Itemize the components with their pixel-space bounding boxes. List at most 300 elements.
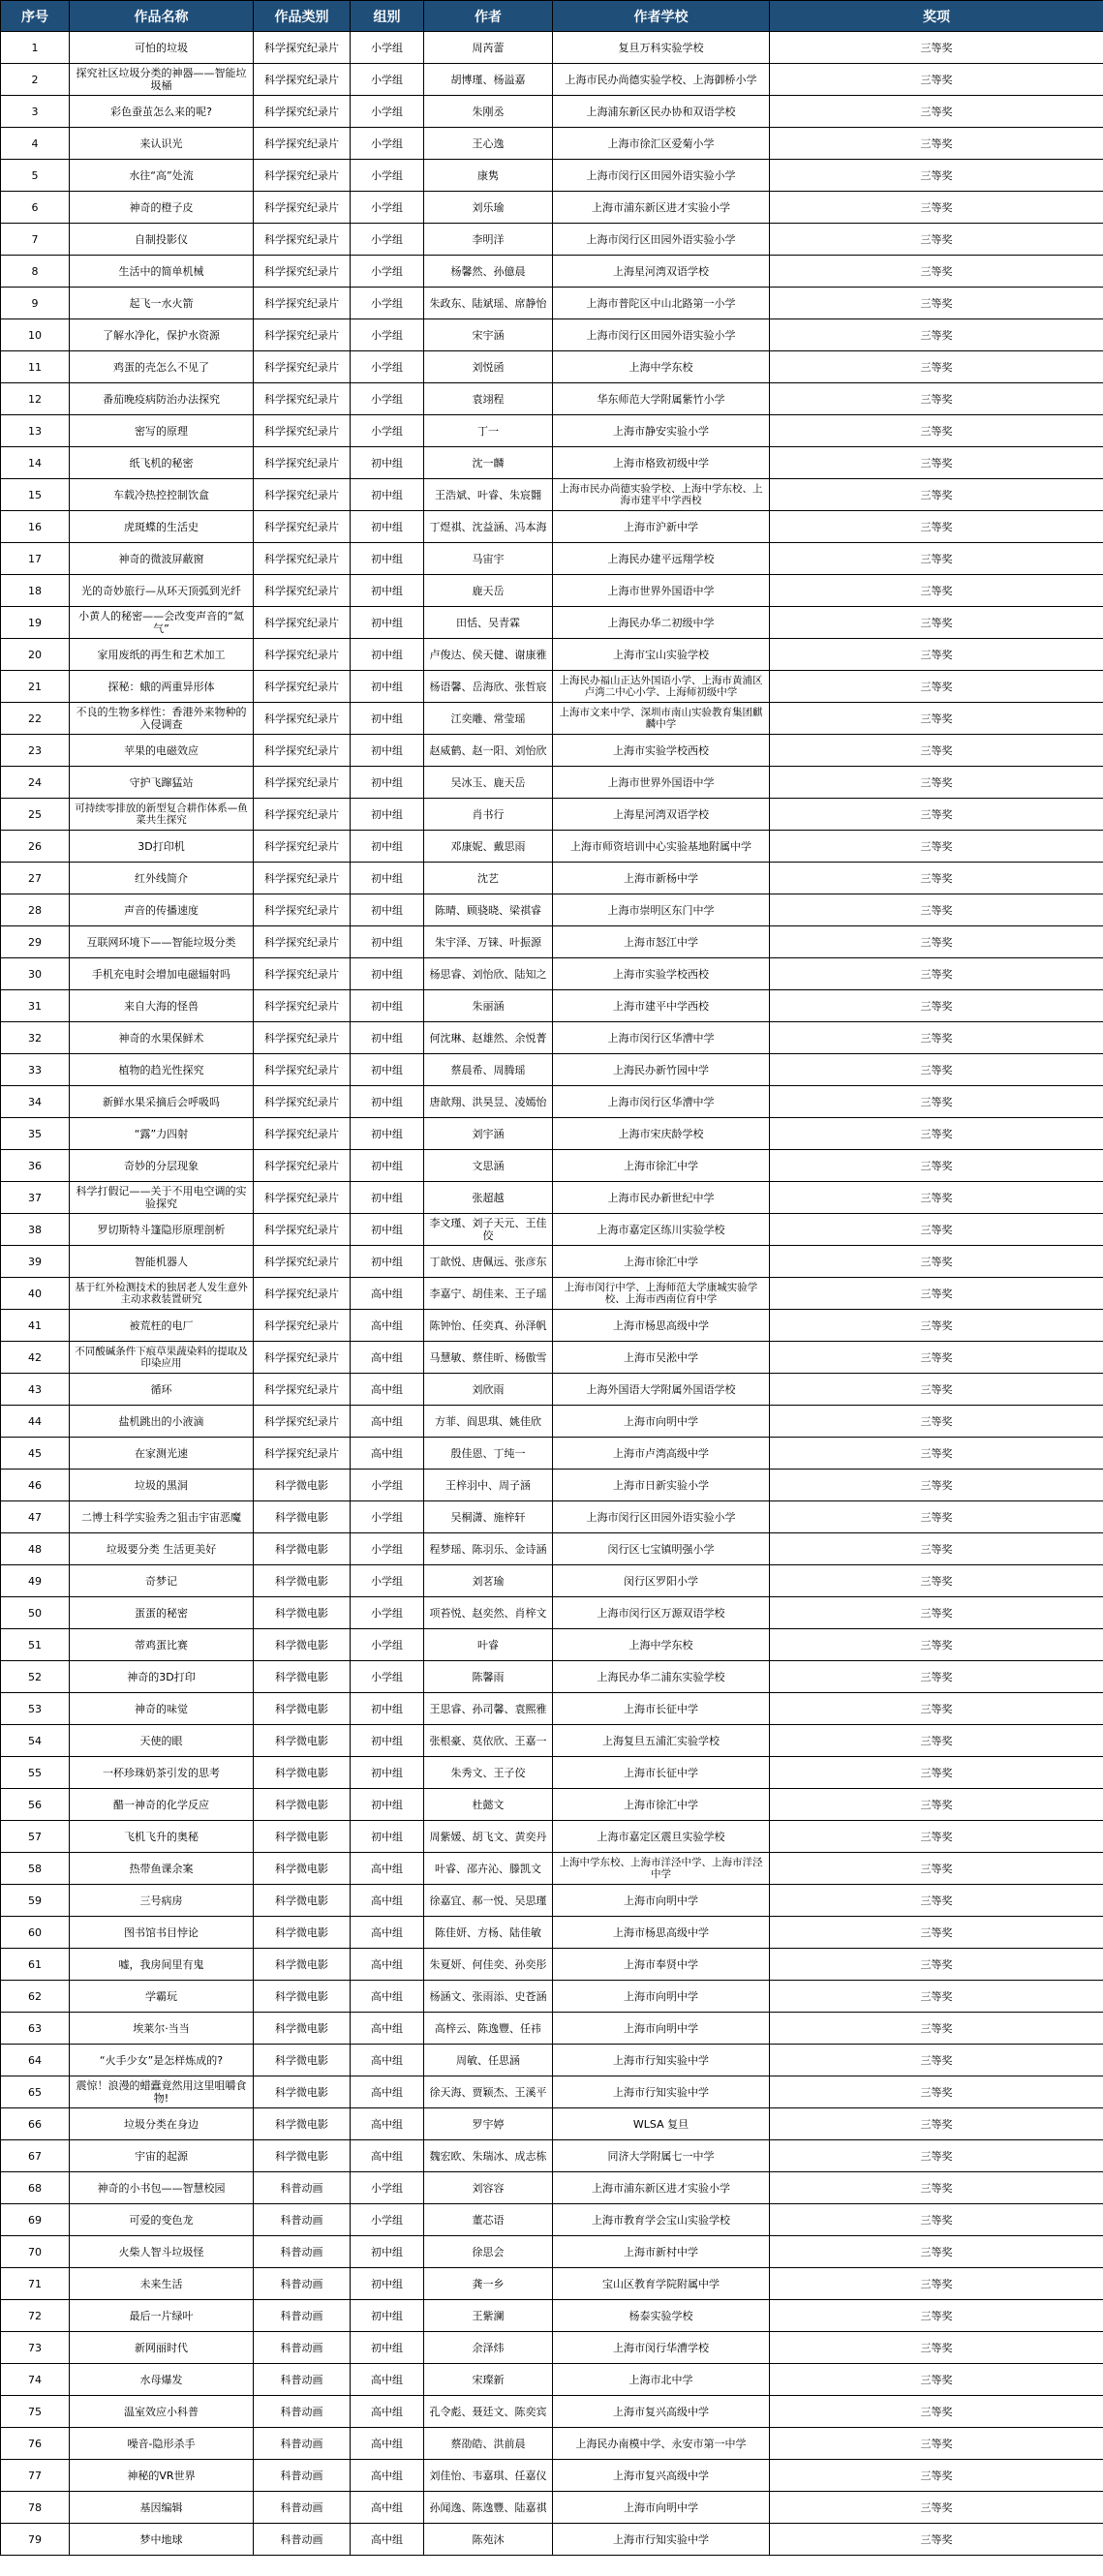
table-row — [1, 1501, 1103, 1533]
cell-school: 上海市日新实验小学 — [553, 1470, 770, 1501]
table-row — [1, 2076, 1103, 2108]
cell-category: 科学探究纪录片 — [254, 511, 351, 543]
cell-title: 飞机飞升的奥秘 — [70, 1821, 254, 1853]
cell-index: 75 — [1, 2396, 70, 2428]
cell-author: 沈艺 — [424, 863, 553, 894]
cell-group: 初中组 — [351, 575, 424, 607]
cell-index: 78 — [1, 2492, 70, 2524]
cell-school: 上海市复兴高级中学 — [553, 2460, 770, 2492]
table-row — [1, 2364, 1103, 2396]
cell-award: 三等奖 — [770, 351, 1103, 383]
cell-school: 上海市杨思高级中学 — [553, 1917, 770, 1949]
cell-award: 三等奖 — [770, 2332, 1103, 2364]
cell-author: 杨语馨、岳海欣、张哲宸 — [424, 671, 553, 703]
cell-category: 科学微电影 — [254, 1597, 351, 1629]
cell-title: 火柴人智斗垃圾怪 — [70, 2236, 254, 2268]
table-row — [1, 2460, 1103, 2492]
cell-award: 三等奖 — [770, 639, 1103, 671]
cell-category: 科学探究纪录片 — [254, 224, 351, 256]
cell-group: 初中组 — [351, 511, 424, 543]
cell-author: 周紫媛、胡飞文、黄奕丹 — [424, 1821, 553, 1853]
cell-category: 科学微电影 — [254, 1629, 351, 1661]
cell-author: 朱夏妍、何佳奕、孙奕彤 — [424, 1949, 553, 1981]
cell-school: 上海市闵行中学、上海师范大学康城实验学校、上海市西南位育中学 — [553, 1278, 770, 1310]
cell-category: 科学探究纪录片 — [254, 1182, 351, 1214]
cell-author: 徐思会 — [424, 2236, 553, 2268]
cell-school: 上海市徐汇区爱菊小学 — [553, 128, 770, 160]
cell-title: 不良的生物多样性：香港外来物种的入侵调查 — [70, 703, 254, 735]
table-row — [1, 2492, 1103, 2524]
cell-category: 科学探究纪录片 — [254, 192, 351, 224]
cell-index: 25 — [1, 799, 70, 831]
cell-index: 58 — [1, 1853, 70, 1885]
cell-group: 初中组 — [351, 639, 424, 671]
cell-group: 小学组 — [351, 2204, 424, 2236]
cell-award: 三等奖 — [770, 288, 1103, 319]
cell-index: 61 — [1, 1949, 70, 1981]
cell-school: 上海市行知实验中学 — [553, 2076, 770, 2108]
cell-award: 三等奖 — [770, 2428, 1103, 2460]
cell-group: 小学组 — [351, 415, 424, 447]
cell-group: 初中组 — [351, 2300, 424, 2332]
cell-index: 60 — [1, 1917, 70, 1949]
table-row — [1, 575, 1103, 607]
cell-award: 三等奖 — [770, 2204, 1103, 2236]
cell-category: 科学探究纪录片 — [254, 64, 351, 96]
header-school: 作者学校 — [553, 1, 770, 32]
cell-school: 上海市文来中学、深圳市南山实验教育集团麒麟中学 — [553, 703, 770, 735]
cell-group: 小学组 — [351, 1470, 424, 1501]
table-row — [1, 1054, 1103, 1086]
cell-group: 小学组 — [351, 192, 424, 224]
cell-award: 三等奖 — [770, 767, 1103, 799]
cell-category: 科学探究纪录片 — [254, 831, 351, 863]
cell-category: 科学探究纪录片 — [254, 767, 351, 799]
cell-author: 孔令彪、聂廷文、陈奕宾 — [424, 2396, 553, 2428]
cell-author: 宋璨新 — [424, 2364, 553, 2396]
table-row — [1, 1821, 1103, 1853]
cell-award: 三等奖 — [770, 2076, 1103, 2108]
cell-index: 59 — [1, 1885, 70, 1917]
cell-title: 梦中地球 — [70, 2524, 254, 2556]
cell-index: 47 — [1, 1501, 70, 1533]
cell-group: 初中组 — [351, 958, 424, 990]
cell-school: 上海市浦东新区进才实验小学 — [553, 2172, 770, 2204]
cell-award: 三等奖 — [770, 1022, 1103, 1054]
cell-title: 垃圾要分类 生活更美好 — [70, 1533, 254, 1565]
cell-award: 三等奖 — [770, 1150, 1103, 1182]
cell-category: 科学探究纪录片 — [254, 639, 351, 671]
cell-title: 探究社区垃圾分类的神器——智能垃圾桶 — [70, 64, 254, 96]
cell-author: 王思睿、孙司馨、袁熙雅 — [424, 1693, 553, 1725]
table-row — [1, 1853, 1103, 1885]
cell-award: 三等奖 — [770, 64, 1103, 96]
table-row — [1, 1342, 1103, 1374]
cell-author: 周芮蕾 — [424, 32, 553, 64]
cell-index: 55 — [1, 1757, 70, 1789]
cell-category: 科学探究纪录片 — [254, 1310, 351, 1342]
cell-group: 高中组 — [351, 1885, 424, 1917]
cell-index: 14 — [1, 447, 70, 479]
cell-school: 上海市普陀区中山北路第一小学 — [553, 288, 770, 319]
table-row — [1, 2396, 1103, 2428]
cell-school: 上海市实验学校西校 — [553, 735, 770, 767]
cell-author: 卢俊达、侯天健、谢康雅 — [424, 639, 553, 671]
cell-index: 50 — [1, 1597, 70, 1629]
cell-group: 小学组 — [351, 1533, 424, 1565]
cell-school: 上海市闵行区田园外语实验小学 — [553, 160, 770, 192]
cell-category: 科普动画 — [254, 2172, 351, 2204]
cell-category: 科学探究纪录片 — [254, 735, 351, 767]
cell-category: 科学探究纪录片 — [254, 1438, 351, 1470]
table-row — [1, 831, 1103, 863]
table-row — [1, 926, 1103, 958]
cell-title: 3D打印机 — [70, 831, 254, 863]
cell-group: 高中组 — [351, 1406, 424, 1438]
cell-author: 朱刚丞 — [424, 96, 553, 128]
cell-group: 高中组 — [351, 2364, 424, 2396]
cell-group: 高中组 — [351, 1853, 424, 1885]
cell-index: 7 — [1, 224, 70, 256]
cell-group: 高中组 — [351, 1981, 424, 2013]
cell-category: 科学微电影 — [254, 1757, 351, 1789]
cell-author: 马宙宇 — [424, 543, 553, 575]
cell-school: 上海市宝山实验学校 — [553, 639, 770, 671]
cell-title: 了解水净化，保护水资源 — [70, 319, 254, 351]
cell-group: 初中组 — [351, 799, 424, 831]
table-row — [1, 319, 1103, 351]
cell-school: 上海市闵行区田园外语实验小学 — [553, 1501, 770, 1533]
cell-group: 小学组 — [351, 2172, 424, 2204]
cell-school: 同济大学附属七一中学 — [553, 2140, 770, 2172]
cell-group: 小学组 — [351, 319, 424, 351]
cell-title: 蛋蛋的秘密 — [70, 1597, 254, 1629]
header-author: 作者 — [424, 1, 553, 32]
cell-author: 江奕雕、常莹瑶 — [424, 703, 553, 735]
cell-index: 41 — [1, 1310, 70, 1342]
cell-index: 79 — [1, 2524, 70, 2556]
cell-award: 三等奖 — [770, 447, 1103, 479]
cell-title: 罗切斯特斗篷隐形原理剖析 — [70, 1214, 254, 1246]
cell-group: 初中组 — [351, 1725, 424, 1757]
cell-award: 三等奖 — [770, 1533, 1103, 1565]
cell-index: 34 — [1, 1086, 70, 1118]
cell-school: 上海民办华二初级中学 — [553, 607, 770, 639]
cell-title: 基因编辑 — [70, 2492, 254, 2524]
cell-school: 上海市怒江中学 — [553, 926, 770, 958]
cell-category: 科学探究纪录片 — [254, 447, 351, 479]
cell-award: 三等奖 — [770, 735, 1103, 767]
cell-award: 三等奖 — [770, 2013, 1103, 2045]
cell-author: 杨思睿、刘怡欣、陆知之 — [424, 958, 553, 990]
cell-category: 科学探究纪录片 — [254, 1406, 351, 1438]
cell-award: 三等奖 — [770, 2364, 1103, 2396]
cell-award: 三等奖 — [770, 1949, 1103, 1981]
cell-group: 高中组 — [351, 2492, 424, 2524]
cell-group: 小学组 — [351, 128, 424, 160]
cell-category: 科学微电影 — [254, 2076, 351, 2108]
cell-school: 上海市闵行区田园外语实验小学 — [553, 319, 770, 351]
cell-category: 科学微电影 — [254, 1853, 351, 1885]
cell-title: 学霸玩 — [70, 1981, 254, 2013]
cell-author: 朱政东、陆斌瑶、席静怡 — [424, 288, 553, 319]
cell-index: 65 — [1, 2076, 70, 2108]
cell-award: 三等奖 — [770, 1917, 1103, 1949]
cell-title: 醋一神奇的化学反应 — [70, 1789, 254, 1821]
cell-award: 三等奖 — [770, 479, 1103, 511]
cell-title: 来自大海的怪兽 — [70, 990, 254, 1022]
cell-title: 一杯珍珠奶茶引发的思考 — [70, 1757, 254, 1789]
cell-category: 科学微电影 — [254, 1885, 351, 1917]
cell-category: 科学微电影 — [254, 1661, 351, 1693]
cell-category: 科学微电影 — [254, 1789, 351, 1821]
cell-category: 科学探究纪录片 — [254, 160, 351, 192]
table-row — [1, 958, 1103, 990]
cell-index: 56 — [1, 1789, 70, 1821]
cell-index: 3 — [1, 96, 70, 128]
cell-school: 上海市民办尚德实验学校、上海御桥小学 — [553, 64, 770, 96]
cell-author: 余泽炜 — [424, 2332, 553, 2364]
cell-award: 三等奖 — [770, 1054, 1103, 1086]
cell-school: 上海市奉贤中学 — [553, 1949, 770, 1981]
cell-author: 刘茗瑜 — [424, 1565, 553, 1597]
cell-category: 科学探究纪录片 — [254, 958, 351, 990]
cell-group: 初中组 — [351, 543, 424, 575]
cell-award: 三等奖 — [770, 383, 1103, 415]
cell-title: 光的奇妙旅行—从环天顶弧到光纤 — [70, 575, 254, 607]
cell-group: 小学组 — [351, 96, 424, 128]
cell-title: 神奇的3D打印 — [70, 1661, 254, 1693]
cell-school: 上海市闵行区华漕中学 — [553, 1022, 770, 1054]
cell-award: 三等奖 — [770, 2492, 1103, 2524]
cell-school: 上海浦东新区民办协和双语学校 — [553, 96, 770, 128]
cell-school: 上海市静安实验小学 — [553, 415, 770, 447]
cell-category: 科学探究纪录片 — [254, 351, 351, 383]
cell-title: 车载冷热控控制饮盒 — [70, 479, 254, 511]
table-row — [1, 2045, 1103, 2076]
cell-author: 张根豪、莫依欣、王嘉一 — [424, 1725, 553, 1757]
cell-category: 科学微电影 — [254, 1693, 351, 1725]
cell-award: 三等奖 — [770, 671, 1103, 703]
cell-index: 15 — [1, 479, 70, 511]
table-row — [1, 607, 1103, 639]
cell-title: 红外线简介 — [70, 863, 254, 894]
cell-group: 小学组 — [351, 1661, 424, 1693]
cell-school: 上海市格致初级中学 — [553, 447, 770, 479]
cell-index: 43 — [1, 1374, 70, 1406]
cell-index: 12 — [1, 383, 70, 415]
cell-group: 初中组 — [351, 1054, 424, 1086]
cell-author: 徐嘉宜、郝一悦、吴思瑾 — [424, 1885, 553, 1917]
table-row — [1, 1533, 1103, 1565]
cell-author: 刘容容 — [424, 2172, 553, 2204]
cell-group: 初中组 — [351, 863, 424, 894]
cell-title: 纸飞机的秘密 — [70, 447, 254, 479]
cell-author: 项苔悦、赵奕然、肖梓文 — [424, 1597, 553, 1629]
cell-group: 初中组 — [351, 1022, 424, 1054]
cell-category: 科学探究纪录片 — [254, 479, 351, 511]
cell-author: 徐天海、贾颖杰、王溪平 — [424, 2076, 553, 2108]
cell-author: 刘佳怡、韦嘉琪、任嘉仪 — [424, 2460, 553, 2492]
table-row — [1, 1214, 1103, 1246]
table-row — [1, 1438, 1103, 1470]
cell-author: 沈一麟 — [424, 447, 553, 479]
table-row — [1, 2140, 1103, 2172]
cell-school: 闵行区七宝镇明强小学 — [553, 1533, 770, 1565]
cell-title: 自制投影仪 — [70, 224, 254, 256]
cell-school: 上海市崇明区东门中学 — [553, 894, 770, 926]
cell-category: 科普动画 — [254, 2396, 351, 2428]
cell-index: 52 — [1, 1661, 70, 1693]
cell-award: 三等奖 — [770, 128, 1103, 160]
cell-author: 叶睿、邵卉沁、滕凯文 — [424, 1853, 553, 1885]
cell-school: 上海市嘉定区练川实验学校 — [553, 1214, 770, 1246]
cell-author: 胡博瑾、杨溢嘉 — [424, 64, 553, 96]
cell-title: 基于红外检测技术的独居老人发生意外主动求救装置研究 — [70, 1278, 254, 1310]
cell-index: 36 — [1, 1150, 70, 1182]
cell-index: 5 — [1, 160, 70, 192]
cell-author: 杨馨然、孙億晨 — [424, 256, 553, 288]
cell-category: 科学微电影 — [254, 1821, 351, 1853]
cell-index: 71 — [1, 2268, 70, 2300]
cell-category: 科学微电影 — [254, 1501, 351, 1533]
table-row — [1, 2204, 1103, 2236]
cell-author: 王紫澜 — [424, 2300, 553, 2332]
cell-category: 科学微电影 — [254, 2108, 351, 2140]
cell-title: 新网丽时代 — [70, 2332, 254, 2364]
header-index: 序号 — [1, 1, 70, 32]
table-row — [1, 32, 1103, 64]
cell-group: 初中组 — [351, 767, 424, 799]
cell-category: 科学微电影 — [254, 1533, 351, 1565]
cell-school: 上海市建平中学西校 — [553, 990, 770, 1022]
cell-title: 热带鱼课余案 — [70, 1853, 254, 1885]
cell-school: 上海市闵行区万源双语学校 — [553, 1597, 770, 1629]
table-row — [1, 1981, 1103, 2013]
cell-title: 二博士科学实验秀之狙击宇宙恶魔 — [70, 1501, 254, 1533]
table-row — [1, 351, 1103, 383]
table-row — [1, 256, 1103, 288]
cell-group: 初中组 — [351, 447, 424, 479]
cell-author: 丁煜祺、沈益涵、冯本海 — [424, 511, 553, 543]
cell-author: 唐歆翔、洪昊昱、凌嫣怡 — [424, 1086, 553, 1118]
cell-award: 三等奖 — [770, 319, 1103, 351]
cell-title: 苹果的电磁效应 — [70, 735, 254, 767]
table-row — [1, 639, 1103, 671]
cell-category: 科学探究纪录片 — [254, 1246, 351, 1278]
cell-school: 上海市杨思高级中学 — [553, 1310, 770, 1342]
cell-author: 丁一 — [424, 415, 553, 447]
cell-school: 上海市实验学校西校 — [553, 958, 770, 990]
cell-category: 科普动画 — [254, 2492, 351, 2524]
cell-school: 上海市教育学会宝山实验学校 — [553, 2204, 770, 2236]
table-row — [1, 1693, 1103, 1725]
cell-category: 科学探究纪录片 — [254, 1342, 351, 1374]
cell-index: 20 — [1, 639, 70, 671]
cell-school: 上海市向明中学 — [553, 1406, 770, 1438]
header-row — [1, 1, 1103, 32]
table-row — [1, 415, 1103, 447]
cell-group: 初中组 — [351, 735, 424, 767]
cell-author: 孙闻逸、陈逸豐、陆嘉祺 — [424, 2492, 553, 2524]
cell-category: 科学微电影 — [254, 1949, 351, 1981]
cell-group: 高中组 — [351, 1310, 424, 1342]
cell-index: 6 — [1, 192, 70, 224]
cell-school: 上海民办华二浦东实验学校 — [553, 1661, 770, 1693]
cell-group: 初中组 — [351, 1086, 424, 1118]
cell-school: 上海市宋庆龄学校 — [553, 1118, 770, 1150]
cell-title: 被荒枉的电厂 — [70, 1310, 254, 1342]
cell-group: 高中组 — [351, 1374, 424, 1406]
cell-title: 奇梦记 — [70, 1565, 254, 1597]
table-row — [1, 1725, 1103, 1757]
table-row — [1, 1086, 1103, 1118]
cell-index: 21 — [1, 671, 70, 703]
cell-author: 高梓云、陈逸豐、任祎 — [424, 2013, 553, 2045]
table-row — [1, 1789, 1103, 1821]
cell-index: 67 — [1, 2140, 70, 2172]
cell-author: 龚一乡 — [424, 2268, 553, 2300]
cell-title: 互联网环境下——智能垃圾分类 — [70, 926, 254, 958]
cell-group: 高中组 — [351, 2460, 424, 2492]
cell-category: 科学探究纪录片 — [254, 543, 351, 575]
table-row — [1, 2524, 1103, 2556]
cell-category: 科学探究纪录片 — [254, 894, 351, 926]
table-row — [1, 1246, 1103, 1278]
cell-group: 初中组 — [351, 1246, 424, 1278]
cell-category: 科学探究纪录片 — [254, 1150, 351, 1182]
cell-award: 三等奖 — [770, 1406, 1103, 1438]
cell-award: 三等奖 — [770, 1182, 1103, 1214]
cell-category: 科学探究纪录片 — [254, 1278, 351, 1310]
cell-title: 天使的眼 — [70, 1725, 254, 1757]
cell-school: 上海民办福山正达外国语小学、上海市黄浦区卢湾二中心小学、上海师初级中学 — [553, 671, 770, 703]
cell-category: 科学探究纪录片 — [254, 799, 351, 831]
cell-author: 杜懿文 — [424, 1789, 553, 1821]
cell-index: 62 — [1, 1981, 70, 2013]
cell-school: 上海市徐汇中学 — [553, 1150, 770, 1182]
cell-group: 初中组 — [351, 1693, 424, 1725]
cell-award: 三等奖 — [770, 894, 1103, 926]
cell-category: 科学探究纪录片 — [254, 575, 351, 607]
table-row — [1, 128, 1103, 160]
table-row — [1, 767, 1103, 799]
cell-author: 赵威鹤、赵一阳、刘怡欣 — [424, 735, 553, 767]
cell-group: 初中组 — [351, 2332, 424, 2364]
cell-title: 可爱的变色龙 — [70, 2204, 254, 2236]
cell-author: 肖书行 — [424, 799, 553, 831]
cell-author: 董芯语 — [424, 2204, 553, 2236]
cell-title: 起飞一水火箭 — [70, 288, 254, 319]
cell-group: 高中组 — [351, 1917, 424, 1949]
cell-title: 神奇的小书包——智慧校园 — [70, 2172, 254, 2204]
cell-title: 三号病房 — [70, 1885, 254, 1917]
cell-school: 上海市浦东新区进才实验小学 — [553, 192, 770, 224]
cell-category: 科学探究纪录片 — [254, 1214, 351, 1246]
cell-title: 垃圾的黑洞 — [70, 1470, 254, 1501]
table-row — [1, 2236, 1103, 2268]
cell-award: 三等奖 — [770, 831, 1103, 863]
cell-author: 方菲、阎思琪、姚佳欣 — [424, 1406, 553, 1438]
cell-award: 三等奖 — [770, 863, 1103, 894]
cell-group: 初中组 — [351, 990, 424, 1022]
cell-index: 68 — [1, 2172, 70, 2204]
cell-title: 在家测光速 — [70, 1438, 254, 1470]
cell-title: 奇妙的分层现象 — [70, 1150, 254, 1182]
cell-school: 上海市世界外国语中学 — [553, 575, 770, 607]
cell-author: 陈佳妍、方杨、陆佳敏 — [424, 1917, 553, 1949]
cell-title: 新鲜水果采摘后会呼吸吗 — [70, 1086, 254, 1118]
